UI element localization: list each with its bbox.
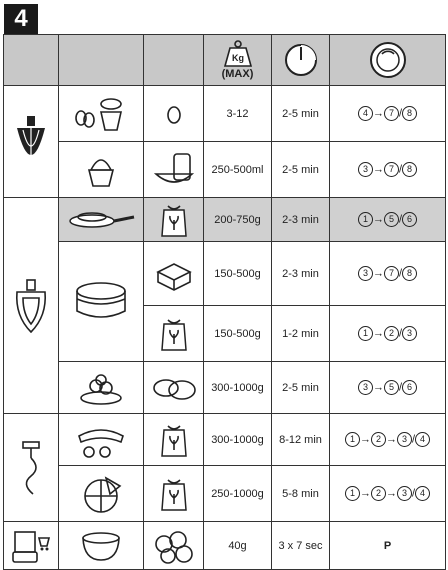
recipe-cell: [59, 522, 144, 570]
time-cell: 5-8 min: [272, 466, 330, 522]
speed-level: 2: [371, 432, 386, 447]
ingredient-cell: [144, 198, 204, 242]
speed-level: 7: [384, 162, 399, 177]
ingredient-cell: [144, 414, 204, 466]
arrow-icon: →: [372, 267, 384, 280]
recipe-cell: [59, 414, 144, 466]
cream-jar-icon: [152, 150, 196, 190]
speed-level: 8: [402, 162, 417, 177]
pizza-icon: [76, 472, 126, 516]
speed-level: 4: [415, 486, 430, 501]
eggs-icon: [71, 94, 131, 134]
flour-bag-icon: [158, 316, 190, 352]
attachment-cell-grinder: [4, 522, 59, 570]
ingredient-cell: [144, 306, 204, 362]
amount-cell: 250-500ml: [204, 142, 272, 198]
cake-icon: [69, 275, 133, 329]
recipe-cell: [59, 242, 144, 362]
speed-cell: [330, 86, 446, 142]
header-speed: [330, 35, 446, 86]
recipe-cell: [59, 362, 144, 414]
speed-level: 5: [384, 380, 399, 395]
speed-level: 7: [384, 106, 399, 121]
speed-separator: /: [411, 487, 416, 500]
speed-level: 4: [358, 106, 373, 121]
table-row: [4, 142, 446, 198]
table-row: [4, 522, 446, 570]
arrow-icon: →: [372, 327, 384, 340]
mashed-potatoes-icon: [76, 368, 126, 408]
speed-separator: /: [398, 381, 403, 394]
amount-cell: 40g: [204, 522, 272, 570]
whisk-attachment-icon: [11, 112, 51, 172]
egg-icon: [164, 102, 184, 126]
bread-icon: [71, 420, 131, 460]
ingredient-cell: [144, 142, 204, 198]
flat-beater-icon: [11, 276, 51, 336]
speed-cell: [330, 522, 446, 570]
recipe-table: [3, 34, 446, 570]
time-cell: 2-5 min: [272, 86, 330, 142]
nuts-bowl-icon: [76, 528, 126, 564]
amount-cell: 300-1000g: [204, 414, 272, 466]
ingredient-cell: [144, 522, 204, 570]
recipe-cell: [59, 86, 144, 142]
speed-cell: [330, 142, 446, 198]
recipe-cell: [59, 466, 144, 522]
recipe-cell: [59, 142, 144, 198]
amount-cell: 200-750g: [204, 198, 272, 242]
header-recipe: [59, 35, 144, 86]
time-cell: 3 x 7 sec: [272, 522, 330, 570]
arrow-icon: →: [372, 163, 384, 176]
speed-cell: [330, 242, 446, 306]
flour-bag-icon: [158, 422, 190, 458]
speed-level: 1: [358, 326, 373, 341]
arrow-icon: →: [372, 213, 384, 226]
amount-cell: 250-1000g: [204, 466, 272, 522]
speed-separator: /: [398, 107, 403, 120]
time-cell: 2-3 min: [272, 198, 330, 242]
header-ingredient: [144, 35, 204, 86]
speed-level: 1: [345, 486, 360, 501]
speed-separator: /: [398, 267, 403, 280]
ingredient-cell: [144, 466, 204, 522]
speed-dial-icon: [368, 40, 408, 80]
speed-level: 3: [397, 432, 412, 447]
header-attachment: [4, 35, 59, 86]
speed-level: 8: [402, 266, 417, 281]
timer-icon: [284, 43, 318, 77]
amount-cell: 150-500g: [204, 306, 272, 362]
arrow-icon: →: [359, 487, 371, 500]
speed-cell: [330, 362, 446, 414]
table-row: [4, 466, 446, 522]
arrow-icon: →: [372, 381, 384, 394]
table-row: [4, 414, 446, 466]
speed-level: 6: [402, 212, 417, 227]
speed-level: 1: [345, 432, 360, 447]
arrow-icon: →: [385, 433, 397, 446]
speed-level: 7: [384, 266, 399, 281]
speed-level: 3: [358, 162, 373, 177]
time-cell: 2-5 min: [272, 362, 330, 414]
attachment-cell-whisk: [4, 86, 59, 198]
arrow-icon: →: [359, 433, 371, 446]
butter-icon: [152, 254, 196, 294]
amount-cell: 3-12: [204, 86, 272, 142]
weight-unit-label: Kg: [231, 53, 244, 63]
speed-separator: /: [411, 433, 416, 446]
arrow-icon: →: [385, 487, 397, 500]
arrow-icon: →: [372, 107, 384, 120]
speed-cell: [330, 198, 446, 242]
time-cell: 2-3 min: [272, 242, 330, 306]
recipe-cell: [59, 198, 144, 242]
max-label: (MAX): [221, 68, 254, 80]
speed-cell: [330, 414, 446, 466]
speed-level: 3: [397, 486, 412, 501]
ingredient-cell: [144, 86, 204, 142]
speed-level: 1: [358, 212, 373, 227]
speed-setting-pulse: P: [383, 539, 392, 552]
pancakes-icon: [66, 205, 136, 235]
speed-cell: [330, 466, 446, 522]
speed-separator: /: [398, 327, 403, 340]
table-row: [4, 242, 446, 306]
header-row: [4, 35, 446, 86]
nuts-icon: [150, 526, 198, 566]
attachment-cell-dough-hook: [4, 414, 59, 522]
table-row: [4, 198, 446, 242]
speed-level: 5: [384, 212, 399, 227]
speed-separator: /: [398, 213, 403, 226]
speed-level: 2: [371, 486, 386, 501]
speed-level: 3: [358, 380, 373, 395]
time-cell: 8-12 min: [272, 414, 330, 466]
speed-level: 2: [384, 326, 399, 341]
ingredient-cell: [144, 242, 204, 306]
header-weight: [204, 35, 272, 86]
step-number-badge: 4: [4, 4, 38, 34]
speed-level: 6: [402, 380, 417, 395]
ingredient-cell: [144, 362, 204, 414]
amount-cell: 150-500g: [204, 242, 272, 306]
flour-bag-icon: [158, 476, 190, 512]
dough-hook-icon: [11, 438, 51, 498]
amount-cell: 300-1000g: [204, 362, 272, 414]
grinder-icon: [9, 526, 53, 566]
header-time: [272, 35, 330, 86]
weight-icon: [223, 40, 253, 68]
speed-separator: /: [398, 163, 403, 176]
speed-level: 8: [402, 106, 417, 121]
cream-icon: [81, 150, 121, 190]
attachment-cell-flat-beater: [4, 198, 59, 414]
speed-level: 4: [415, 432, 430, 447]
speed-cell: [330, 306, 446, 362]
time-cell: 1-2 min: [272, 306, 330, 362]
table-row: [4, 86, 446, 142]
speed-level: 3: [358, 266, 373, 281]
time-cell: 2-5 min: [272, 142, 330, 198]
speed-level: 3: [402, 326, 417, 341]
flour-bag-icon: [158, 202, 190, 238]
potatoes-icon: [150, 370, 198, 406]
table-row: [4, 362, 446, 414]
